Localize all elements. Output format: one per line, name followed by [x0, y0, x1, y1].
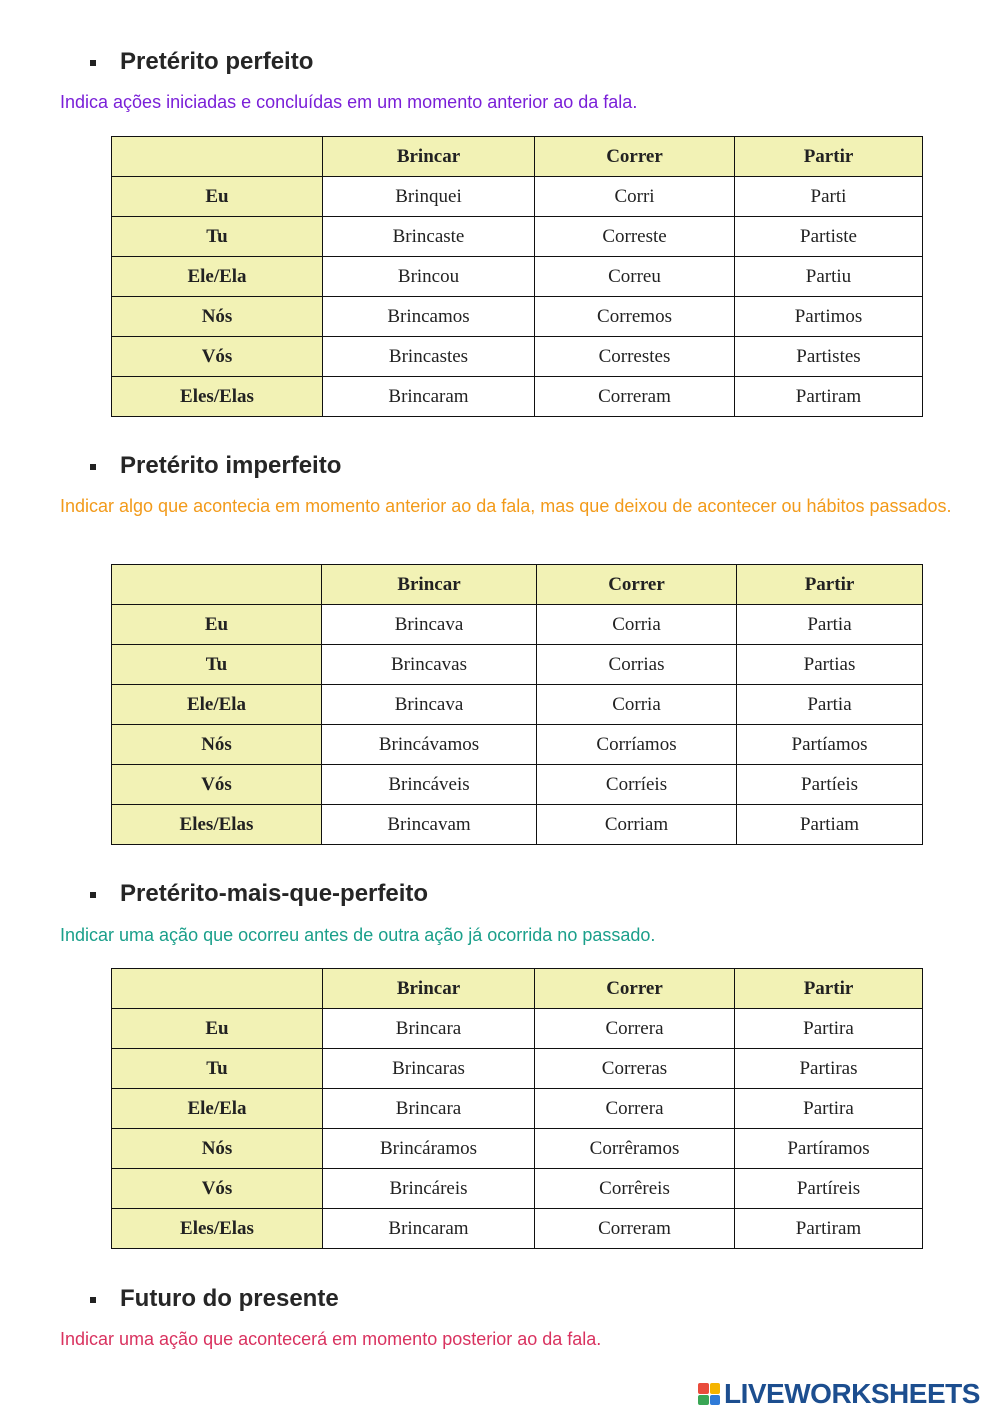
conjugation-cell: Parti: [735, 177, 923, 217]
pronoun-cell: Eu: [112, 177, 323, 217]
conjugation-cell: Corrêramos: [535, 1129, 735, 1169]
conjugation-cell: Correras: [535, 1049, 735, 1089]
pronoun-cell: Ele/Ela: [112, 1089, 323, 1129]
table-row: [112, 685, 923, 725]
conjugation-cell: Brincamos: [323, 297, 535, 337]
section-4-title: Futuro do presente: [90, 1285, 339, 1313]
bullet-icon: [90, 1297, 96, 1303]
conjugation-cell: Brincava: [322, 605, 537, 645]
conjugation-cell: Brincaste: [323, 217, 535, 257]
conjugation-cell: Brincáveis: [322, 765, 537, 805]
conjugation-cell: Partimos: [735, 297, 923, 337]
table-header-cell: Correr: [535, 137, 735, 177]
conjugation-cell: Brincáreis: [323, 1169, 535, 1209]
table-row: [112, 1089, 923, 1129]
conjugation-cell: Correra: [535, 1009, 735, 1049]
conjugation-cell: Corria: [537, 685, 737, 725]
section-3-title: Pretérito-mais-que-perfeito: [90, 880, 428, 908]
conjugation-cell: Brincaras: [323, 1049, 535, 1089]
conjugation-cell: Partira: [735, 1089, 923, 1129]
pronoun-cell: Eu: [112, 1009, 323, 1049]
table-row: [112, 1129, 923, 1169]
table-row: [112, 805, 923, 845]
conjugation-cell: Brincávamos: [322, 725, 537, 765]
table-header-cell: Brincar: [323, 137, 535, 177]
liveworksheets-logo[interactable]: [698, 1378, 980, 1410]
pronoun-cell: Nós: [112, 1129, 323, 1169]
conjugation-table-2: [111, 564, 923, 845]
conjugation-cell: Brincara: [323, 1089, 535, 1129]
table-header-row: [112, 565, 923, 605]
conjugation-cell: Correstes: [535, 337, 735, 377]
conjugation-cell: Partias: [737, 645, 923, 685]
conjugation-table-3: [111, 968, 923, 1249]
liveworksheets-logo-icon: [698, 1383, 720, 1405]
conjugation-cell: Partistes: [735, 337, 923, 377]
pronoun-cell: Nós: [112, 725, 322, 765]
table-row: [112, 725, 923, 765]
table-row: [112, 645, 923, 685]
table-header-cell: Partir: [737, 565, 923, 605]
table-row: [112, 1009, 923, 1049]
conjugation-cell: Brincavam: [322, 805, 537, 845]
table-row: [112, 765, 923, 805]
pronoun-cell: Vós: [112, 765, 322, 805]
conjugation-cell: Brincara: [323, 1009, 535, 1049]
conjugation-cell: Corrêreis: [535, 1169, 735, 1209]
table-row: [112, 337, 923, 377]
conjugation-cell: Brincava: [322, 685, 537, 725]
conjugation-cell: Partíamos: [737, 725, 923, 765]
conjugation-cell: Brincaram: [323, 377, 535, 417]
conjugation-cell: Correste: [535, 217, 735, 257]
conjugation-cell: Corríeis: [537, 765, 737, 805]
pronoun-cell: Tu: [112, 217, 323, 257]
table-row: [112, 257, 923, 297]
section-1-title: Pretérito perfeito: [90, 48, 313, 76]
table-header-cell: Correr: [535, 969, 735, 1009]
conjugation-cell: Corremos: [535, 297, 735, 337]
pronoun-cell: Nós: [112, 297, 323, 337]
conjugation-cell: Partíramos: [735, 1129, 923, 1169]
table-row: [112, 217, 923, 257]
pronoun-cell: Tu: [112, 1049, 323, 1089]
conjugation-cell: Correu: [535, 257, 735, 297]
table-header-cell: Brincar: [323, 969, 535, 1009]
bullet-icon: [90, 892, 96, 898]
table-row: [112, 1049, 923, 1089]
table-header-row: [112, 969, 923, 1009]
table-corner-cell: [112, 137, 323, 177]
pronoun-cell: Ele/Ela: [112, 685, 322, 725]
conjugation-cell: Partiram: [735, 377, 923, 417]
table-row: [112, 1209, 923, 1249]
pronoun-cell: Vós: [112, 337, 323, 377]
conjugation-cell: Partiam: [737, 805, 923, 845]
conjugation-cell: Brincavas: [322, 645, 537, 685]
table-header-cell: Partir: [735, 969, 923, 1009]
conjugation-cell: Corria: [537, 605, 737, 645]
table-header-cell: Correr: [537, 565, 737, 605]
conjugation-cell: Corriam: [537, 805, 737, 845]
table-header-row: [112, 137, 923, 177]
conjugation-cell: Partira: [735, 1009, 923, 1049]
pronoun-cell: Eu: [112, 605, 322, 645]
table-row: [112, 1169, 923, 1209]
pronoun-cell: Tu: [112, 645, 322, 685]
pronoun-cell: Vós: [112, 1169, 323, 1209]
pronoun-cell: Eles/Elas: [112, 377, 323, 417]
table-row: [112, 605, 923, 645]
section-3-description: Indicar uma ação que ocorreu antes de outra ação já ocorrida no passado.: [60, 925, 656, 945]
table-header-cell: Brincar: [322, 565, 537, 605]
section-2-description: Indicar algo que acontecia em momento anterior ao da fala, mas que deixou de acontecer ou hábitos passados.: [60, 496, 952, 516]
section-2-title: Pretérito imperfeito: [90, 452, 341, 480]
conjugation-cell: Brincastes: [323, 337, 535, 377]
conjugation-cell: Corríamos: [537, 725, 737, 765]
bullet-icon: [90, 60, 96, 66]
conjugation-cell: Corrias: [537, 645, 737, 685]
conjugation-cell: Correram: [535, 377, 735, 417]
conjugation-cell: Correram: [535, 1209, 735, 1249]
conjugation-cell: Partia: [737, 605, 923, 645]
pronoun-cell: Ele/Ela: [112, 257, 323, 297]
conjugation-cell: Brincaram: [323, 1209, 535, 1249]
section-1-description: Indica ações iniciadas e concluídas em um momento anterior ao da fala.: [60, 92, 638, 112]
table-corner-cell: [112, 969, 323, 1009]
conjugation-cell: Partiram: [735, 1209, 923, 1249]
pronoun-cell: Eles/Elas: [112, 1209, 323, 1249]
conjugation-cell: Brincou: [323, 257, 535, 297]
conjugation-table-1: [111, 136, 923, 417]
conjugation-cell: Brinquei: [323, 177, 535, 217]
conjugation-cell: Partíreis: [735, 1169, 923, 1209]
table-row: [112, 377, 923, 417]
conjugation-cell: Partiste: [735, 217, 923, 257]
section-4-description: Indicar uma ação que acontecerá em momento posterior ao da fala.: [60, 1329, 602, 1349]
table-corner-cell: [112, 565, 322, 605]
table-row: [112, 177, 923, 217]
conjugation-cell: Correra: [535, 1089, 735, 1129]
conjugation-cell: Partiu: [735, 257, 923, 297]
logo-text: LIVEWORKSHEETS: [724, 1378, 980, 1409]
pronoun-cell: Eles/Elas: [112, 805, 322, 845]
conjugation-cell: Partiras: [735, 1049, 923, 1089]
conjugation-cell: Brincáramos: [323, 1129, 535, 1169]
table-header-cell: Partir: [735, 137, 923, 177]
table-row: [112, 297, 923, 337]
conjugation-cell: Partia: [737, 685, 923, 725]
conjugation-cell: Partíeis: [737, 765, 923, 805]
bullet-icon: [90, 464, 96, 470]
conjugation-cell: Corri: [535, 177, 735, 217]
